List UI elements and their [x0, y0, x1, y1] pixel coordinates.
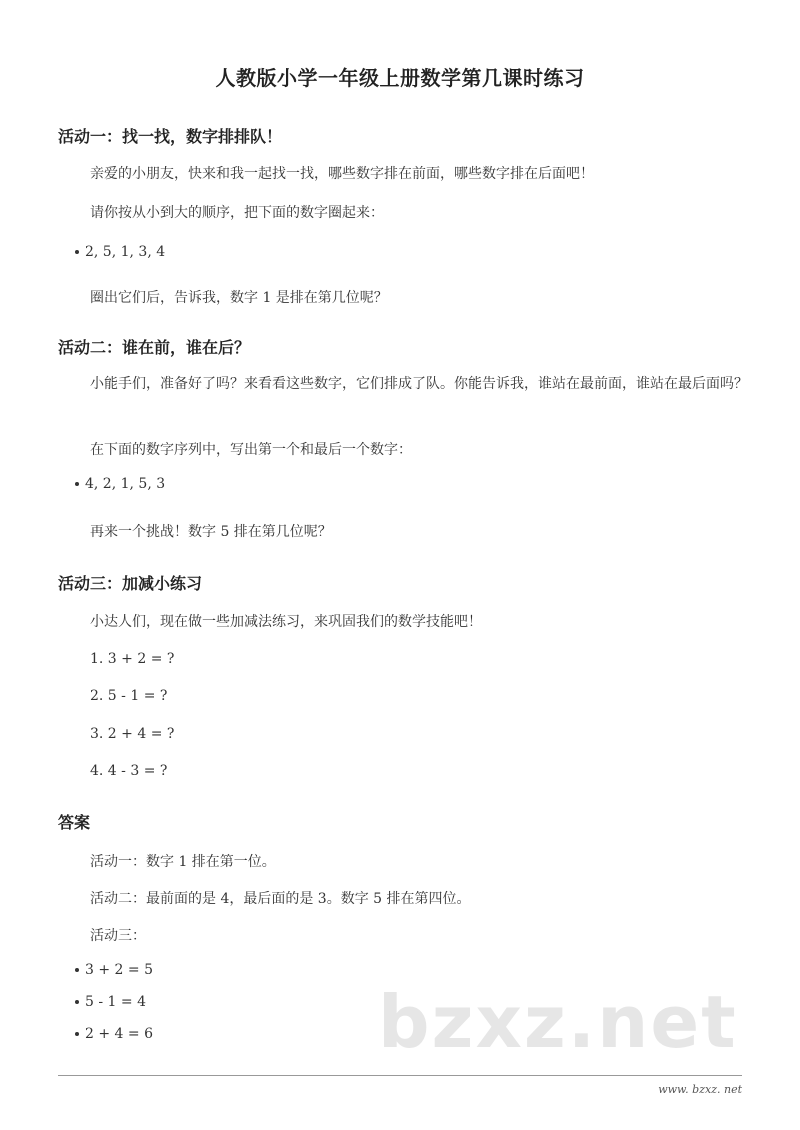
answer-activity1: 活动一：数字 1 排在第一位。: [90, 854, 276, 870]
activity1-question: 圈出它们后，告诉我，数字 1 是排在第几位呢？: [90, 290, 388, 306]
bullet-icon: [75, 482, 79, 486]
activity2-heading: 活动二：谁在前，谁在后？: [58, 338, 251, 357]
activity1-heading: 活动一：找一找，数字排排队！: [58, 127, 283, 146]
bullet-icon: [75, 1032, 79, 1036]
footer-divider: [58, 1075, 742, 1076]
activity2-numbers: 4, 2, 1, 5, 3: [85, 476, 166, 492]
activity1-intro: 亲爱的小朋友，快来和我一起找一找，哪些数字排在前面，哪些数字排在后面吧！: [90, 166, 594, 182]
answer-item: [75, 962, 153, 978]
problem-3: 3. 2 + 4 = ?: [90, 726, 175, 742]
bullet-icon: [75, 968, 79, 972]
answers-heading: 答案: [58, 813, 91, 832]
answer-activity3-label: 活动三：: [90, 928, 146, 944]
activity1-numbers: 2, 5, 1, 3, 4: [85, 244, 166, 260]
activity3-heading: 活动三：加减小练习: [58, 574, 203, 593]
problem-2: 2. 5 - 1 = ?: [90, 688, 168, 704]
bullet-icon: [75, 1000, 79, 1004]
watermark: bzxz.net: [378, 980, 738, 1064]
activity2-instruction: 在下面的数字序列中，写出第一个和最后一个数字：: [90, 442, 412, 458]
document-title: 人教版小学一年级上册数学第几课时练习: [215, 66, 585, 90]
problem-1: 1. 3 + 2 = ?: [90, 651, 175, 667]
footer-url: www. bzxz. net: [658, 1083, 742, 1096]
activity2-question: 再来一个挑战！数字 5 排在第几位呢？: [90, 524, 332, 540]
answer-item: [75, 1026, 153, 1042]
answer-activity2: 活动二：最前面的是 4，最后面的是 3。数字 5 排在第四位。: [90, 891, 471, 907]
activity3-intro: 小达人们，现在做一些加减法练习，来巩固我们的数学技能吧！: [90, 614, 482, 630]
activity1-numbers-item: [75, 244, 165, 260]
activity2-numbers-item: [75, 476, 165, 492]
answer-item-text: 2 + 4 = 6: [85, 1026, 153, 1042]
answer-item: [75, 994, 146, 1010]
activity1-instruction: 请你按从小到大的顺序，把下面的数字圈起来：: [90, 205, 384, 221]
bullet-icon: [75, 250, 79, 254]
answer-item-text: 5 - 1 = 4: [85, 994, 146, 1010]
problem-4: 4. 4 - 3 = ?: [90, 763, 168, 779]
answer-item-text: 3 + 2 = 5: [85, 962, 153, 978]
activity2-intro: 小能手们，准备好了吗？来看看这些数字，它们排成了队。你能告诉我，谁站在最前面，谁站在最后面吗？: [90, 376, 748, 392]
